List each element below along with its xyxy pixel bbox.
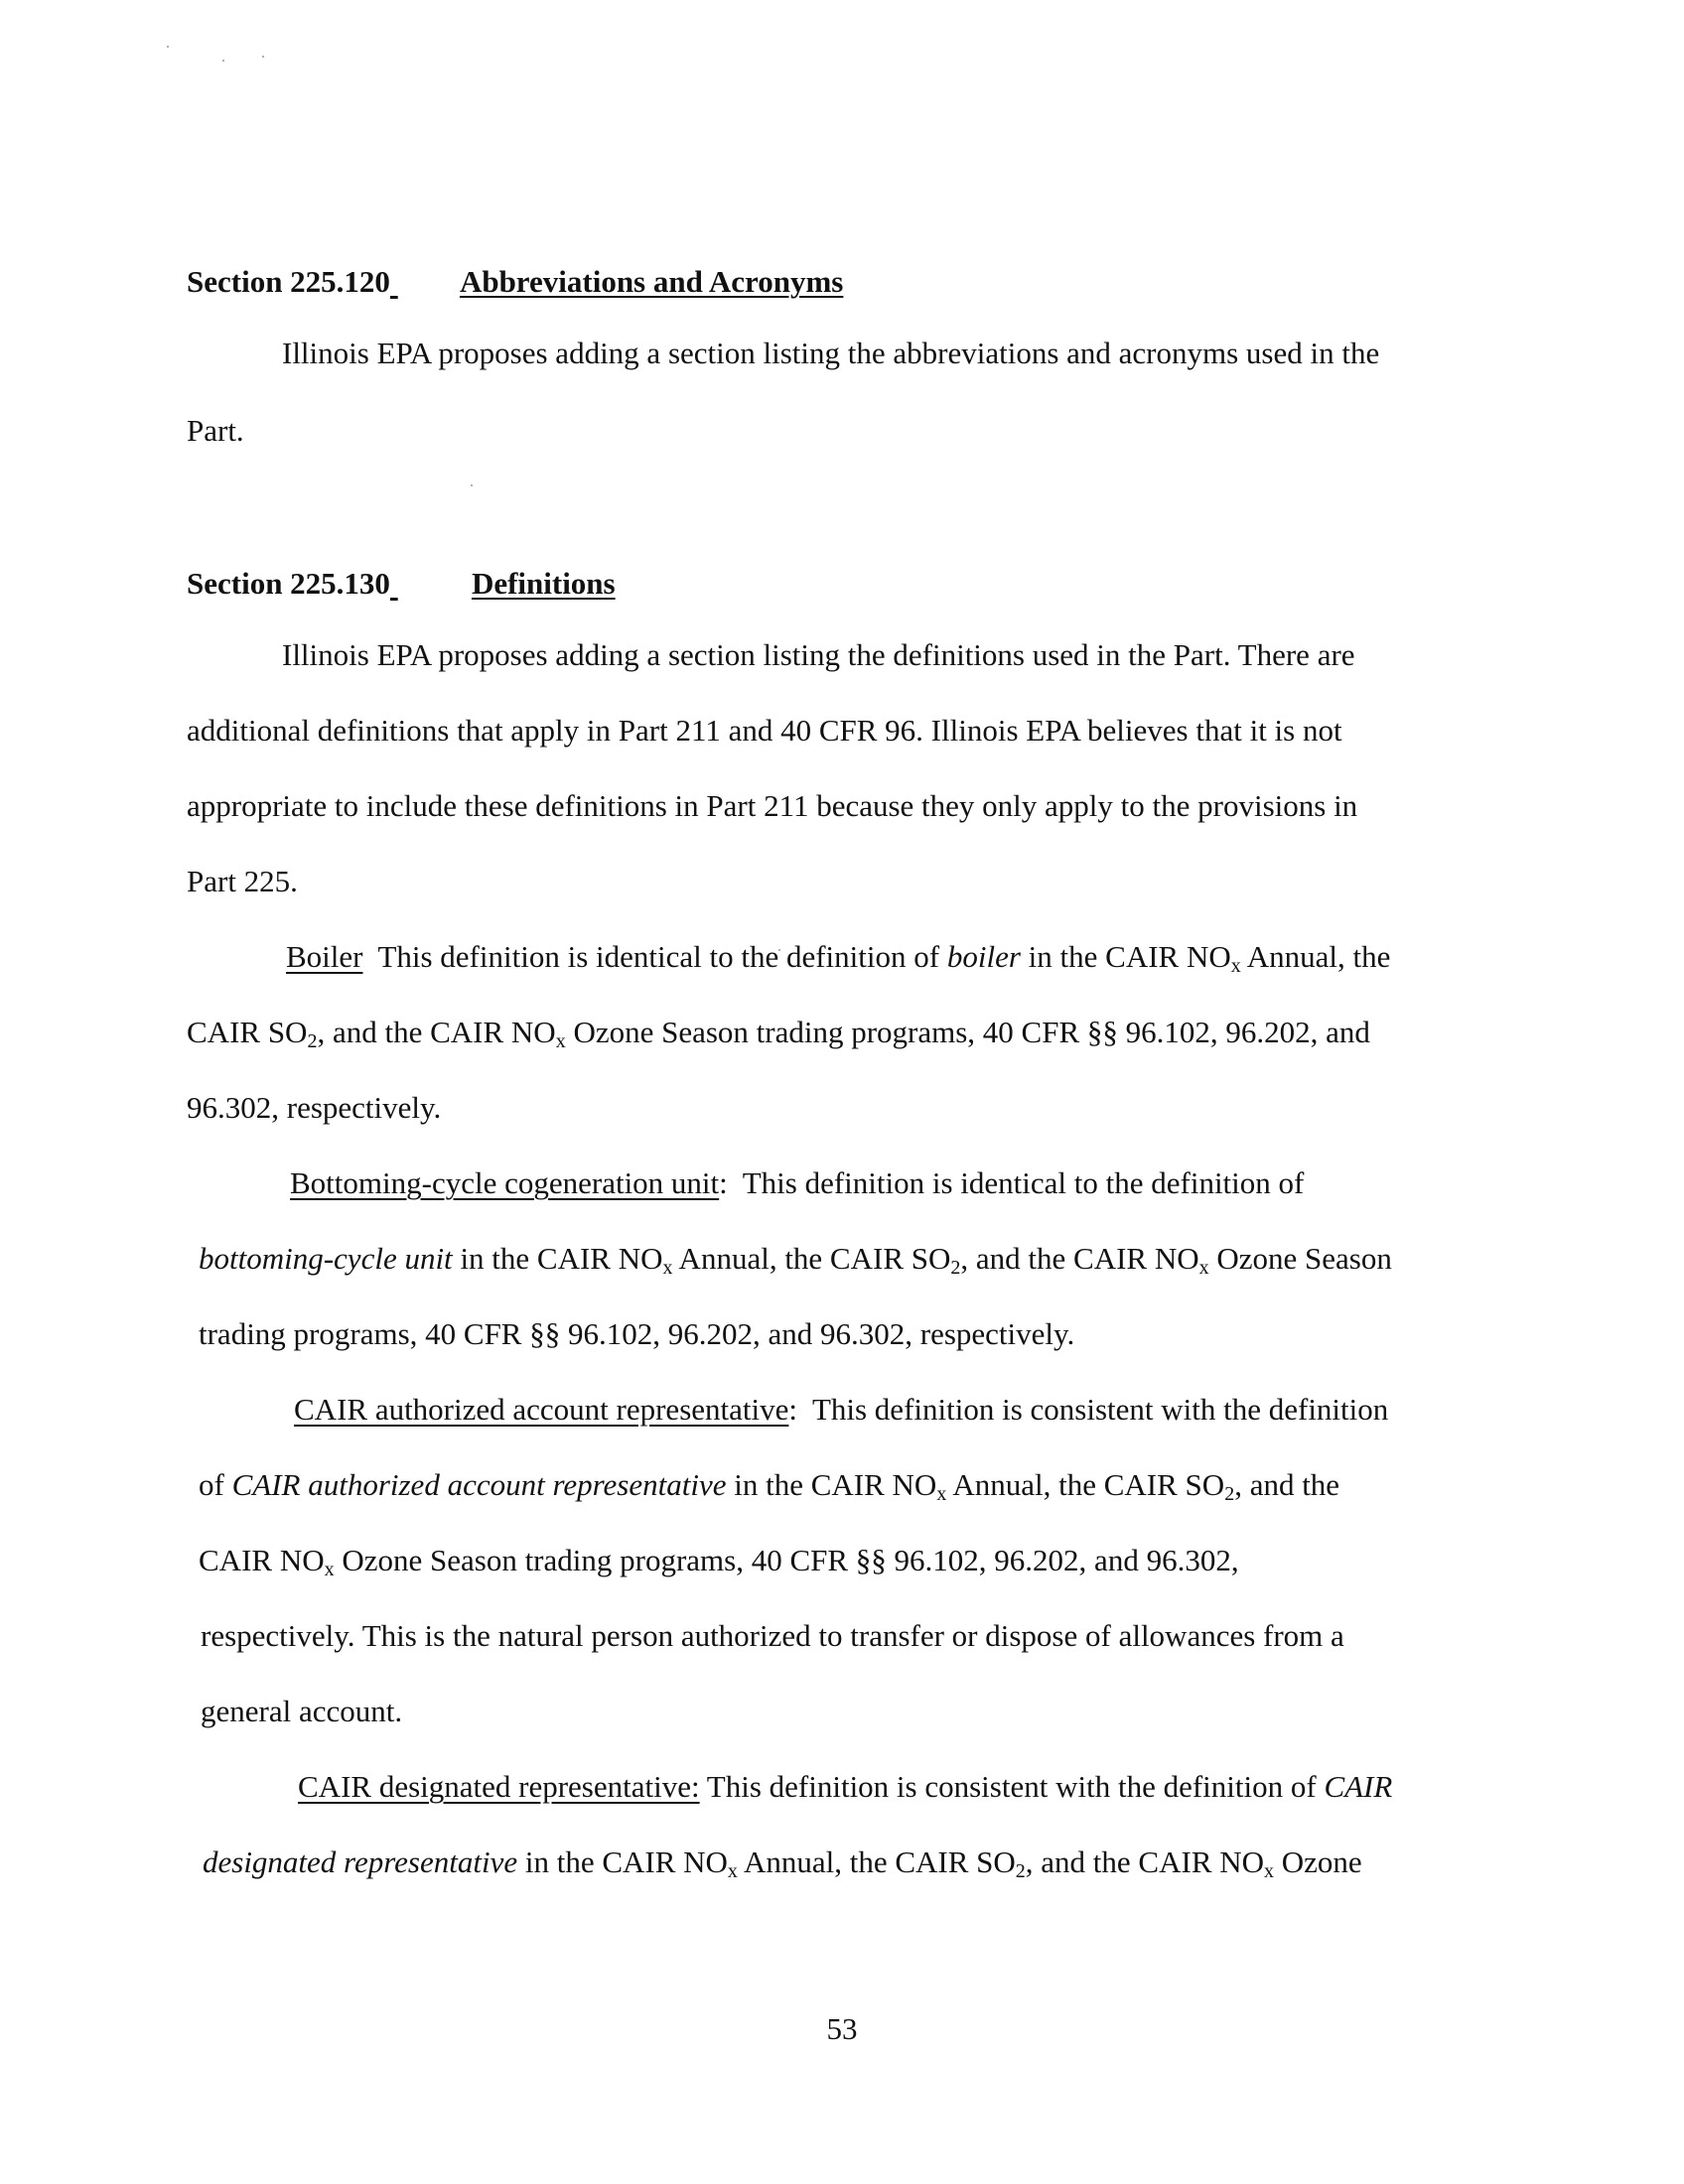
italic-term: boiler [946,939,1021,974]
definition-cair-aar-line-3 [199,1541,1239,1580]
scan-speck [167,46,169,48]
text-run: in the CAIR NO [1020,939,1231,974]
subscript: x [1264,1860,1275,1882]
subscript: 2 [307,1030,318,1052]
section-heading-225-120 [187,262,843,302]
section-number: Section 225.120 [187,264,390,299]
text-run: , and the [1234,1467,1340,1502]
italic-term: bottoming-cycle unit [199,1241,453,1276]
subscript: x [555,1030,566,1052]
defined-term: Boiler [286,939,363,974]
definition-cair-aar-line-2 [199,1465,1339,1505]
paragraph-line: Illinois EPA proposes adding a section listing the definitions used in the Part. There are [282,637,1355,672]
defined-term: CAIR designated representative: [298,1769,700,1804]
subscript: x [1230,955,1241,977]
text-run: Ozone [1274,1844,1362,1879]
page-number: 53 [826,2011,858,2046]
definition-cair-aar-line-1 [294,1390,1388,1430]
definition-boiler-line-1 [286,937,1390,977]
section-title: Definitions [471,566,616,601]
text-run: This definition is consistent with the definition of [699,1769,1325,1804]
text-run: Annual, the CAIR SO [672,1241,951,1276]
subscript: x [662,1257,673,1279]
text-run: Ozone Season [1208,1241,1392,1276]
text-run: Annual, the CAIR SO [737,1844,1016,1879]
definition-cair-dr-line-1 [298,1767,1392,1807]
text-run: CAIR SO [187,1015,308,1049]
paragraph-line: Part. [187,413,244,448]
text-run: in the CAIR NO [726,1467,937,1502]
subscript: x [1198,1257,1209,1279]
paragraph-line: additional definitions that apply in Part 211 and 40 CFR 96. Illinois EPA believes that it is not [187,713,1342,748]
definition-boiler-line-2 [187,1013,1370,1052]
defined-term: Bottoming-cycle cogeneration unit [290,1165,720,1200]
italic-term: designated representative [203,1844,518,1879]
text-run: CAIR NO [199,1543,325,1577]
subscript: x [936,1483,947,1505]
text-run: This definition is identical to the definition of [362,939,947,974]
text-run: Annual, the [1240,939,1391,974]
text-run: , and the CAIR NO [1025,1844,1265,1879]
text-run: Annual, the CAIR SO [946,1467,1225,1502]
definition-bottoming-line-1 [290,1163,1304,1203]
definition-boiler-line-3: 96.302, respectively. [187,1090,442,1125]
subscript: x [324,1559,335,1580]
definition-cair-aar-line-4: respectively. This is the natural person authorized to transfer or dispose of allowances from a [201,1618,1344,1653]
definition-cair-aar-line-5: general account. [201,1694,403,1728]
scan-speck [471,484,473,486]
text-run: : This definition is identical to the definition of [719,1165,1305,1200]
definition-bottoming-line-2 [199,1239,1392,1279]
italic-term: CAIR authorized account representative [231,1467,727,1502]
section-number: Section 225.130 [187,566,390,601]
defined-term: CAIR authorized account representative [294,1392,789,1427]
definition-cair-dr-line-2 [203,1843,1362,1882]
scan-speck [262,56,264,58]
text-run: , and the CAIR NO [317,1015,556,1049]
text-run: , and the CAIR NO [960,1241,1199,1276]
paragraph-line: appropriate to include these definitions in Part 211 because they only apply to the provisions in [187,788,1358,823]
subscript: 2 [1015,1860,1026,1882]
text-run: in the CAIR NO [517,1844,728,1879]
section-heading-225-130 [187,564,616,604]
section-title: Abbreviations and Acronyms [459,264,844,299]
italic-term: CAIR [1324,1769,1393,1804]
paragraph-line: Part 225. [187,864,298,898]
text-run: : This definition is consistent with the definition [788,1392,1389,1427]
text-run: Ozone Season trading programs, 40 CFR §§ 96.102, 96.202, and 96.302, [334,1543,1239,1577]
subscript: 2 [1224,1483,1235,1505]
subscript: x [727,1860,738,1882]
definition-bottoming-line-3: trading programs, 40 CFR §§ 96.102, 96.202, and 96.302, respectively. [199,1316,1075,1351]
text-run: in the CAIR NO [452,1241,663,1276]
paragraph-line: Illinois EPA proposes adding a section listing the abbreviations and acronyms used in the [282,336,1380,370]
heading-gap [390,564,472,604]
scan-speck [222,60,224,62]
text-run: Ozone Season trading programs, 40 CFR §§ 96.102, 96.202, and [565,1015,1370,1049]
subscript: 2 [950,1257,961,1279]
heading-gap [390,262,460,302]
text-run: of [199,1467,232,1502]
